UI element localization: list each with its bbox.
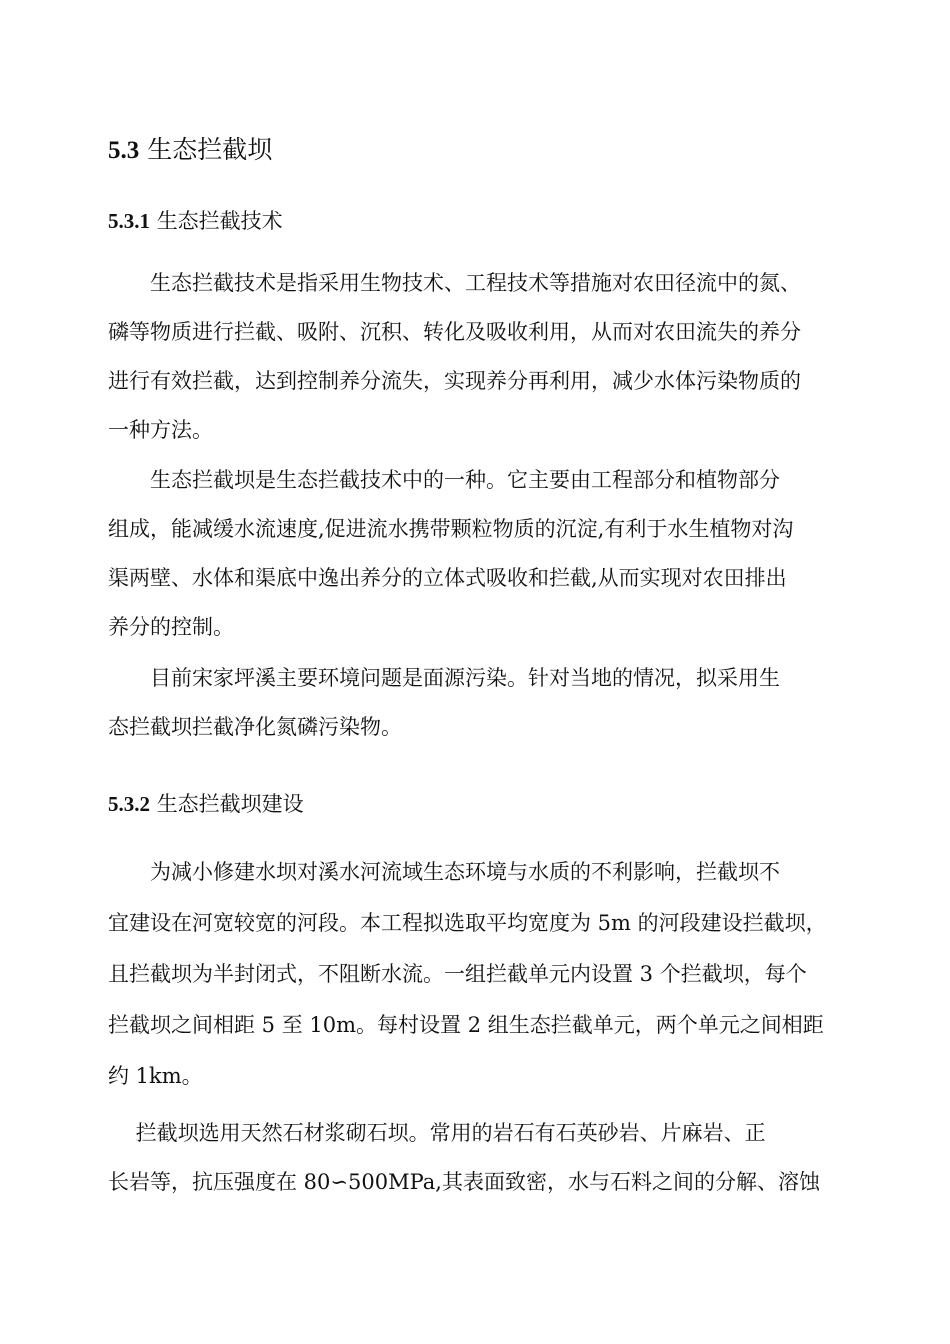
paragraph-line: 渠两壁、水体和渠底中逸出养分的立体式吸收和拦截,从而实现对农田排出 [108,566,787,590]
subsection-number-1: 5.3.1 [108,209,150,233]
paragraph-line: 生态拦截技术是指采用生物技术、工程技术等措施对农田径流中的氮、 [108,271,801,295]
paragraph-line: 宜建设在河宽较宽的河段。本工程拟选取平均宽度为 5m 的河段建设拦截坝， [108,911,827,935]
paragraph-line: 养分的控制。 [108,615,234,639]
paragraph-line: 组成，能减缓水流速度,促进流水携带颗粒物质的沉淀,有利于水生植物对沟 [108,517,794,541]
subsection-title-1: 生态拦截技术 [156,209,283,233]
paragraph-line: 且拦截坝为半封闭式，不阻断水流。一组拦截单元内设置 3 个拦截坝，每个 [108,962,807,986]
paragraph-line: 目前宋家坪溪主要环境问题是面源污染。针对当地的情况，拟采用生 [108,666,780,690]
paragraph-line: 拦截坝选用天然石材浆砌石坝。常用的岩石有石英砂岩、片麻岩、正 [108,1121,766,1145]
paragraph-line: 一种方法。 [108,418,213,442]
section-heading [108,130,272,166]
paragraph-2 [108,456,850,652]
paragraph-3 [108,654,850,752]
paragraph-1 [108,259,850,455]
paragraph-line: 约 1km。 [108,1064,203,1088]
section-number: 5.3 [108,137,140,164]
paragraph-line: 长岩等，抗压强度在 80∽500MPa,其表面致密，水与石料之间的分解、溶蚀 [108,1170,820,1194]
subsection-number-2: 5.3.2 [108,792,150,816]
paragraph-line: 磷等物质进行拦截、吸附、沉积、转化及吸收利用，从而对农田流失的养分 [108,320,801,344]
paragraph-line: 为减小修建水坝对溪水河流域生态环境与水质的不利影响，拦截坝不 [108,860,780,884]
subsection-heading-2 [108,788,304,818]
paragraph-5 [108,1109,850,1207]
section-title: 生态拦截坝 [147,135,273,164]
paragraph-line: 进行有效拦截，达到控制养分流失，实现养分再利用，减少水体污染物质的 [108,369,801,393]
subsection-title-2: 生态拦截坝建设 [156,792,304,816]
paragraph-4 [108,847,850,1102]
subsection-heading-1 [108,205,283,235]
paragraph-line: 生态拦截坝是生态拦截技术中的一种。它主要由工程部分和植物部分 [108,468,780,492]
paragraph-line: 拦截坝之间相距 5 至 10m。每村设置 2 组生态拦截单元，两个单元之间相距 [108,1013,824,1037]
paragraph-line: 态拦截坝拦截净化氮磷污染物。 [108,715,402,739]
